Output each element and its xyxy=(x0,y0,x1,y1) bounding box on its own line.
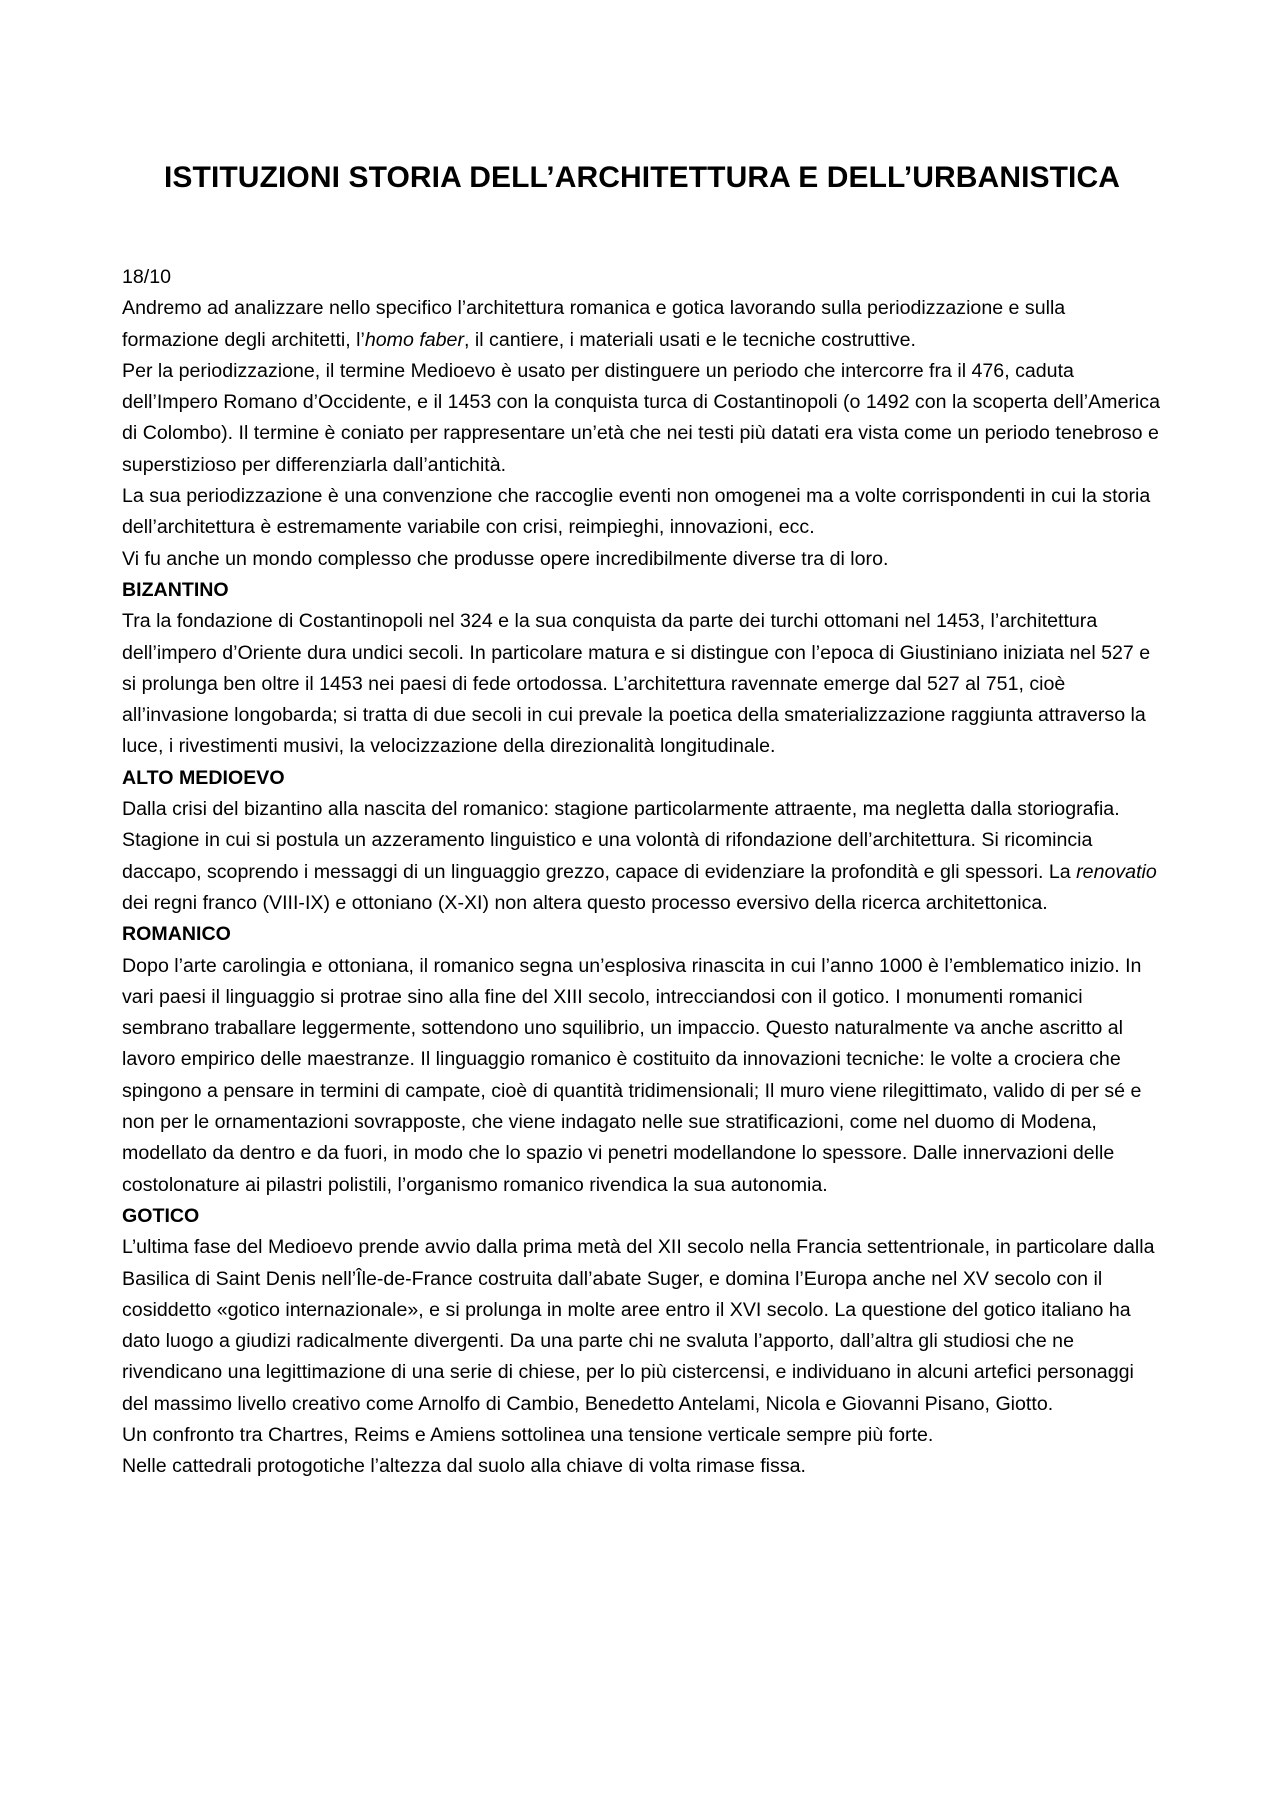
document-body xyxy=(122,262,1162,1483)
lecture-date: 18/10 xyxy=(122,266,172,288)
intro-text-b: , il cantiere, i materiali usati e le tecniche costruttive. xyxy=(463,328,916,351)
alto-medioevo-text-a: Dalla crisi del bizantino alla nascita del romanico: stagione particolarmente attraente, ma negletta dalla storiografia. Stagione in cui si postula un azzeramento linguistico e una volontà di rifondazione dell’architettura. Si ricomincia daccapo, scoprendo i messaggi di un linguaggio grezzo, capace di evidenziare la profondità e gli spessori. La xyxy=(122,798,1120,883)
section-heading-romanico: ROMANICO xyxy=(122,923,231,946)
section-text-romanico: Dopo l’arte carolingia e ottoniana, il romanico segna un’esplosiva rinascita in cui l’anno 1000 è l’emblematico inizio. In vari paesi il linguaggio si protrae sino alla fine del XIII secolo, intrecciandosi con il gotico. I monumenti romanici sembrano traballare leggermente, sottendono uno squilibrio, un impaccio. Questo naturalmente va anche ascritto al lavoro empirico delle maestranze. Il linguaggio romanico è costituito da innovazioni tecniche: le volte a crociera che spingono a pensare in termini di campate, cioè di quantità tridimensionali; Il muro viene rilegittimato, valido di per sé e non per le ornamentazioni sovrapposte, che viene indagato nelle sue stratificazioni, come nel duomo di Modena, modellato da dentro e da fuori, in modo che lo spazio vi penetri modellandone lo spessore. Dalle innervazioni delle costolonature ai pilastri polistili, l’organismo romanico rivendica la sua autonomia. xyxy=(122,954,1142,1196)
alto-medioevo-text-b: dei regni franco (VIII-IX) e ottoniano (X-XI) non altera questo processo eversivo della ricerca architettonica. xyxy=(122,891,1048,914)
section-text-bizantino: Tra la fondazione di Costantinopoli nel 324 e la sua conquista da parte dei turchi ottomani nel 1453, l’architettura dell’impero d’Oriente dura undici secoli. In particolare matura e si distingue con l’epoca di Giustiniano iniziata nel 527 e si prolunga ben oltre il 1453 nei paesi di fede ortodossa. L’architettura ravennate emerge dal 527 al 751, cioè all’invasione longobarda; si tratta di due secoli in cui prevale la poetica della smaterializzazione raggiunta attraverso la luce, i rivestimenti musivi, la velocizzazione della direzionalità longitudinale. xyxy=(122,610,1151,758)
intro-paragraph-2: Per la periodizzazione, il termine Medioevo è usato per distinguere un periodo che intercorre fra il 476, caduta dell’Impero Romano d’Occidente, e il 1453 con la conquista turca di Costantinopoli (o 1492 con la scoperta dell’America di Colombo). Il termine è coniato per rappresentare un’età che nei testi più datati era vista come un periodo tenebroso e superstizioso per differenziarla dall’antichità. xyxy=(122,359,1160,476)
section-text-alto-medioevo xyxy=(122,794,1162,919)
intro-paragraph-3: La sua periodizzazione è una convenzione che raccoglie eventi non omogenei ma a volte corrispondenti in cui la storia dell’architettura è estremamente variabile con crisi, reimpieghi, innovazioni, ecc. xyxy=(122,485,1151,539)
intro-italic-term: homo faber xyxy=(364,328,464,351)
document-title: ISTITUZIONI STORIA DELL’ARCHITETTURA E DELL’URBANISTICA xyxy=(163,161,1121,194)
section-text-gotico-2: Un confronto tra Chartres, Reims e Amiens sottolinea una tensione verticale sempre più forte. xyxy=(122,1423,934,1446)
section-text-gotico-3: Nelle cattedrali protogotiche l’altezza dal suolo alla chiave di volta rimase fissa. xyxy=(122,1455,806,1478)
intro-paragraph-1 xyxy=(122,293,1162,356)
alto-medioevo-italic-term: renovatio xyxy=(1076,860,1157,883)
section-heading-gotico: GOTICO xyxy=(122,1204,200,1227)
section-heading-bizantino: BIZANTINO xyxy=(122,578,229,601)
section-heading-alto-medioevo: ALTO MEDIOEVO xyxy=(122,766,285,789)
intro-paragraph-4: Vi fu anche un mondo complesso che produsse opere incredibilmente diverse tra di loro. xyxy=(122,547,889,570)
section-text-gotico: L’ultima fase del Medioevo prende avvio dalla prima metà del XII secolo nella Francia settentrionale, in particolare dalla Basilica di Saint Denis nell’Île-de-France costruita dall’abate Suger, e domina l’Europa anche nel XV secolo con il cosiddetto «gotico internazionale», e si prolunga in molte aree entro il XVI secolo. La questione del gotico italiano ha dato luogo a giudizi radicalmente divergenti. Da una parte chi ne svaluta l’apporto, dall’altra gli studiosi che ne rivendicano una legittimazione di una serie di chiese, per lo più cistercensi, e individuano in alcuni artefici personaggi del massimo livello creativo come Arnolfo di Cambio, Benedetto Antelami, Nicola e Giovanni Pisano, Giotto. xyxy=(122,1236,1155,1415)
intro-text-a: Andremo ad analizzare nello specifico l’architettura romanica e gotica lavorando sulla periodizzazione e sulla formazione degli architetti, l’ xyxy=(122,297,1066,351)
